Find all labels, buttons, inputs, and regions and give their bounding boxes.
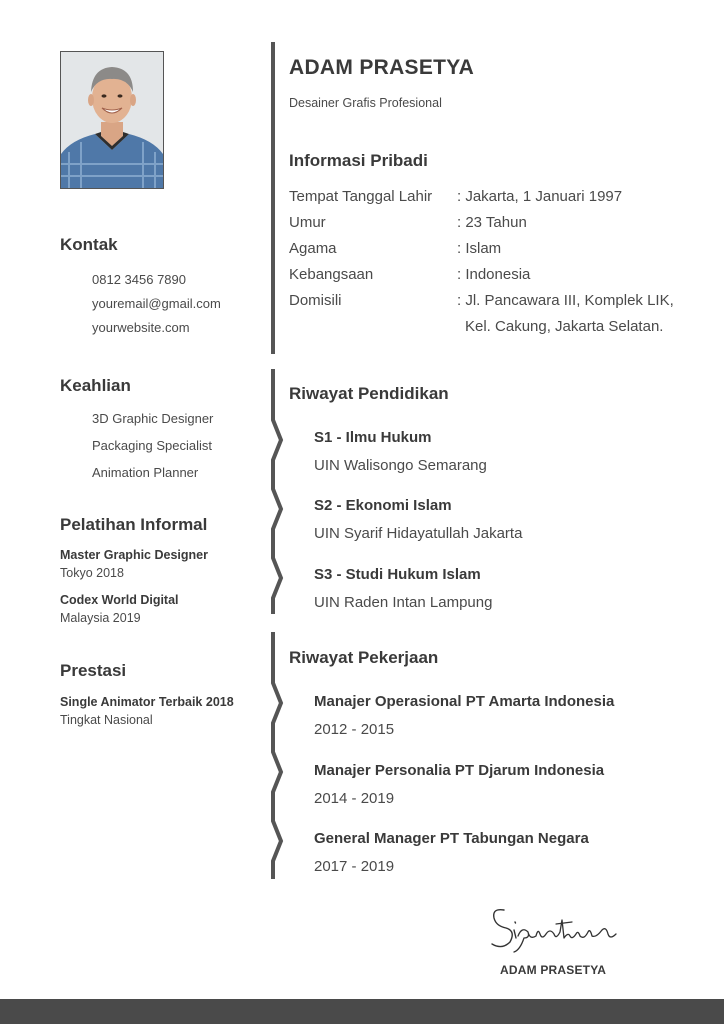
info-label: Kebangsaan [289,266,374,283]
training-entry [60,546,208,582]
info-row [289,210,709,236]
contact-list [92,268,221,340]
skill-item: Packaging Specialist [92,438,212,453]
info-value: : Jl. Pancawara III, Komplek LIK, [457,292,674,309]
info-label: Umur [289,214,326,231]
info-row [289,288,709,314]
award-detail: Tingkat Nasional [60,713,153,727]
skill-item: 3D Graphic Designer [92,411,214,426]
skills-title: Keahlian [60,376,131,395]
work-position: Manajer Operasional PT Amarta Indonesia [314,693,615,710]
info-value: : Indonesia [457,266,531,283]
work-position: General Manager PT Tabungan Negara [314,830,589,847]
skill-item: Animation Planner [92,465,199,480]
education-school: UIN Walisongo Semarang [314,457,487,474]
education-school: UIN Raden Intan Lampung [314,594,493,611]
work-title: Riwayat Pekerjaan [289,648,439,667]
education-degree: S1 - Ilmu Hukum [314,429,432,446]
info-value: : 23 Tahun [457,214,527,231]
award-entry [60,693,234,729]
education-item [314,564,492,616]
education-degree: S2 - Ekonomi Islam [314,497,452,514]
contact-title: Kontak [60,235,118,254]
section-divider [266,0,290,1024]
training-detail: Tokyo 2018 [60,566,124,580]
education-title: Riwayat Pendidikan [289,384,449,403]
training-name: Master Graphic Designer [60,548,208,562]
training-name: Codex World Digital [60,593,179,607]
training-entry [60,591,179,627]
person-name: ADAM PRASETYA [289,56,475,79]
info-value: : Islam [457,240,502,257]
info-row [289,184,709,210]
info-label: Domisili [289,292,342,309]
education-item [314,427,487,479]
footer-bar [0,999,724,1024]
contact-website[interactable]: yourwebsite.com [92,320,190,335]
education-degree: S3 - Studi Hukum Islam [314,566,481,583]
signature-image [484,898,624,954]
work-position: Manajer Personalia PT Djarum Indonesia [314,762,605,779]
awards-title: Prestasi [60,661,127,680]
contact-email[interactable]: youremail@gmail.com [92,296,221,311]
education-item [314,495,522,547]
info-row [289,262,709,288]
award-name: Single Animator Terbaik 2018 [60,695,234,709]
info-row [289,236,709,262]
contact-phone: 0812 3456 7890 [92,272,186,287]
skills-list [92,405,213,486]
personal-info-title: Informasi Pribadi [289,151,428,170]
work-item [314,828,589,880]
work-item [314,691,614,743]
training-title: Pelatihan Informal [60,515,208,534]
work-item [314,760,604,812]
personal-info-table [289,184,709,340]
address-continuation: Kel. Cakung, Jakarta Selatan. [465,318,664,335]
work-years: 2012 - 2015 [314,721,395,738]
person-role: Desainer Grafis Profesional [289,96,442,110]
training-detail: Malaysia 2019 [60,611,141,625]
info-label: Agama [289,240,337,257]
education-school: UIN Syarif Hidayatullah Jakarta [314,525,523,542]
info-value: : Jakarta, 1 Januari 1997 [457,188,623,205]
info-label: Tempat Tanggal Lahir [289,188,433,205]
profile-photo [60,51,164,189]
work-years: 2017 - 2019 [314,858,395,875]
work-years: 2014 - 2019 [314,790,395,807]
signature-name: ADAM PRASETYA [500,963,607,977]
